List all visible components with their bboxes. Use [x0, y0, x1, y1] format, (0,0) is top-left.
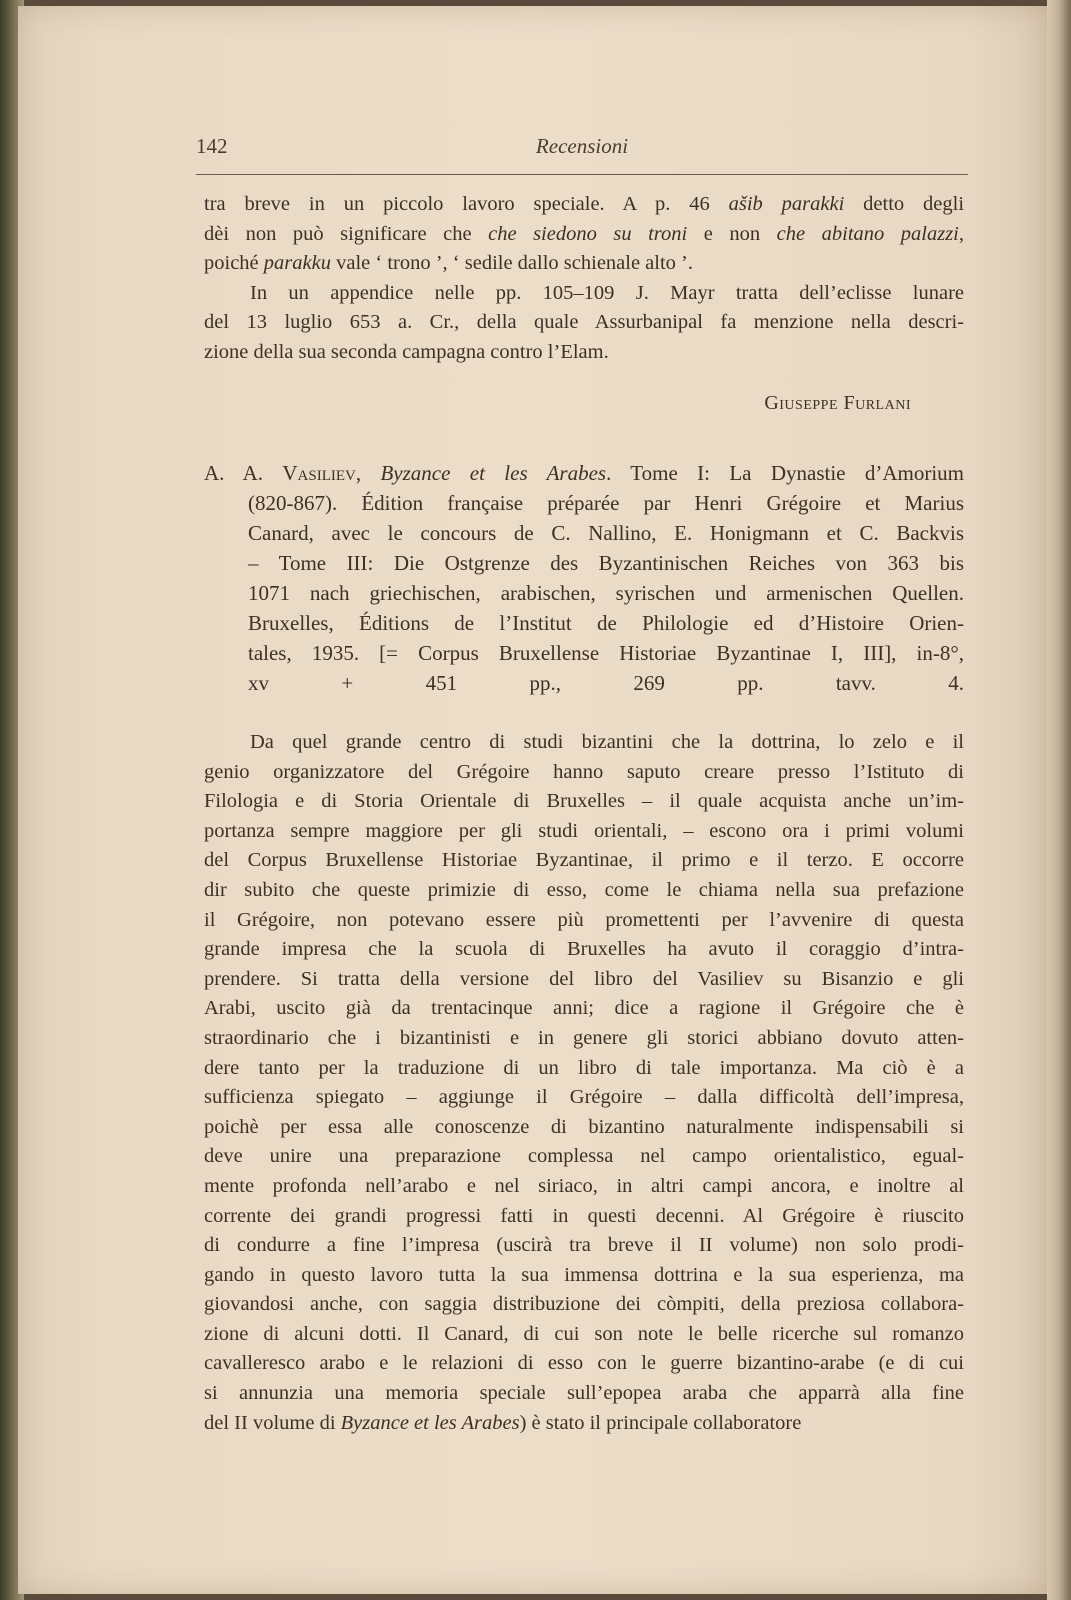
text-line: 1071 nach griechischen, arabischen, syrischen und armenischen Quellen. — [248, 581, 964, 605]
text-line: straordinario che i bizantinisti e in genere gli storici abbiano dovuto atten- — [204, 1026, 964, 1049]
text-line: corrente dei grandi progressi fatti in questi decenni. Al Grégoire è riuscito — [204, 1204, 964, 1227]
text-line: (820-867). Édition française préparée par Henri Grégoire et Marius — [248, 491, 964, 515]
text-line: cavalleresco arabo e le relazioni di esso con le guerre bizantino-arabe (e di cui — [204, 1352, 964, 1375]
text-line: grande impresa che la scuola di Bruxelles ha avuto il coraggio d’intra- — [204, 938, 964, 961]
text-line: deve unire una preparazione complessa nel campo orientalistico, egual- — [204, 1145, 964, 1168]
text-line: Canard, avec le concours de C. Nallino, E. Honigmann et C. Backvis — [248, 521, 964, 545]
text-line: di condurre a fine l’impresa (uscirà tra breve il II volume) non solo prodi- — [204, 1234, 964, 1257]
text-line: Da quel grande centro di studi bizantini che la dottrina, lo zelo e il — [250, 731, 964, 753]
text-line: dere tanto per la traduzione di un libro di tale importanza. Ma ciò è a — [204, 1056, 964, 1079]
text-line: gando in questo lavoro tutta la sua immensa dottrina e la sua esperienza, ma — [204, 1263, 964, 1286]
text-line: del 13 luglio 653 a. Cr., della quale Assurbanipal fa menzione nella descri- — [204, 311, 964, 334]
text-line: il Grégoire, non potevano essere più promettenti per l’avvenire di questa — [204, 908, 964, 931]
text-line: zione della sua seconda campagna contro l’Elam. — [204, 340, 609, 363]
text-line: – Tome III: Die Ostgrenze des Byzantinischen Reiches von 363 bis — [248, 551, 964, 575]
page-edge — [1047, 0, 1071, 1600]
text-line: tales, 1935. [= Corpus Bruxellense Historiae Byzantinae I, III], in-8°, — [248, 641, 964, 665]
page-number: 142 — [196, 134, 228, 158]
page-header — [196, 134, 968, 170]
text-line: tra breve in un piccolo lavoro speciale. A p. 46 ašib parakki detto degli — [204, 193, 965, 215]
text-line: In un appendice nelle pp. 105–109 J. Mayr tratta dell’eclisse lunare — [250, 281, 964, 304]
review-text-2 — [204, 728, 964, 1438]
text-line: poiché parakku vale ‘ trono ’, ‘ sedile dallo schienale alto ’. — [204, 252, 694, 275]
text-line: Filologia e di Storia Orientale di Bruxelles – il quale acquista anche un’im- — [204, 790, 964, 813]
text-line: zione di alcuni dotti. Il Canard, di cui son note le belle ricerche sul romanzo — [204, 1322, 964, 1345]
text-line: Bruxelles, Éditions de l’Institut de Philologie ed d’Histoire Orien- — [248, 611, 964, 635]
text-line: portanza sempre maggiore per gli studi orientali, – escono ora i primi volumi — [204, 819, 964, 842]
text-line: sufficienza spiegato – aggiunge il Grégoire – dalla difficoltà dell’impresa, — [204, 1086, 964, 1109]
text-line: del II volume di Byzance et les Arabes) è stato il principale collaboratore — [204, 1411, 802, 1434]
text-line: dèi non può significare che che siedono su troni e non che abitano palazzi, — [204, 222, 965, 245]
text-line: poichè per essa alle conoscenze di bizantino naturalmente indispensabili si — [204, 1115, 964, 1138]
text-line: dir subito che queste primizie di esso, come le chiama nella sua prefazione — [204, 878, 964, 901]
text-line: prendere. Si tratta della versione del libro del Vasiliev su Bisanzio e gli — [204, 967, 964, 990]
header-rule — [196, 174, 968, 175]
text-line: A. A. Vasiliev, Byzance et les Arabes. Tome I: La Dynastie d’Amorium — [204, 461, 965, 485]
running-head: Recensioni — [535, 134, 629, 158]
text-line: giovandosi anche, con saggia distribuzione dei còmpiti, della preziosa collabora- — [204, 1293, 964, 1316]
review-text-1 — [204, 190, 964, 368]
text-line: del Corpus Bruxellense Historiae Byzantinae, il primo e il terzo. E occorre — [204, 849, 964, 872]
text-line: Arabi, uscito già da trentacinque anni; dice a ragione il Grégoire che è — [204, 997, 964, 1020]
text-line: genio organizzatore del Grégoire hanno saputo creare presso l’Istituto di — [204, 760, 964, 783]
text-line: xv + 451 pp., 269 pp. tavv. 4. — [248, 671, 964, 695]
text-line: mente profonda nell’arabo e nel siriaco, in altri campi ancora, e inoltre al — [204, 1174, 964, 1197]
text-line: si annunzia una memoria speciale sull’epopea araba che apparrà alla fine — [204, 1382, 964, 1405]
reviewer-signature: Giuseppe Furlani — [764, 392, 911, 414]
bibliographic-entry — [204, 458, 964, 698]
